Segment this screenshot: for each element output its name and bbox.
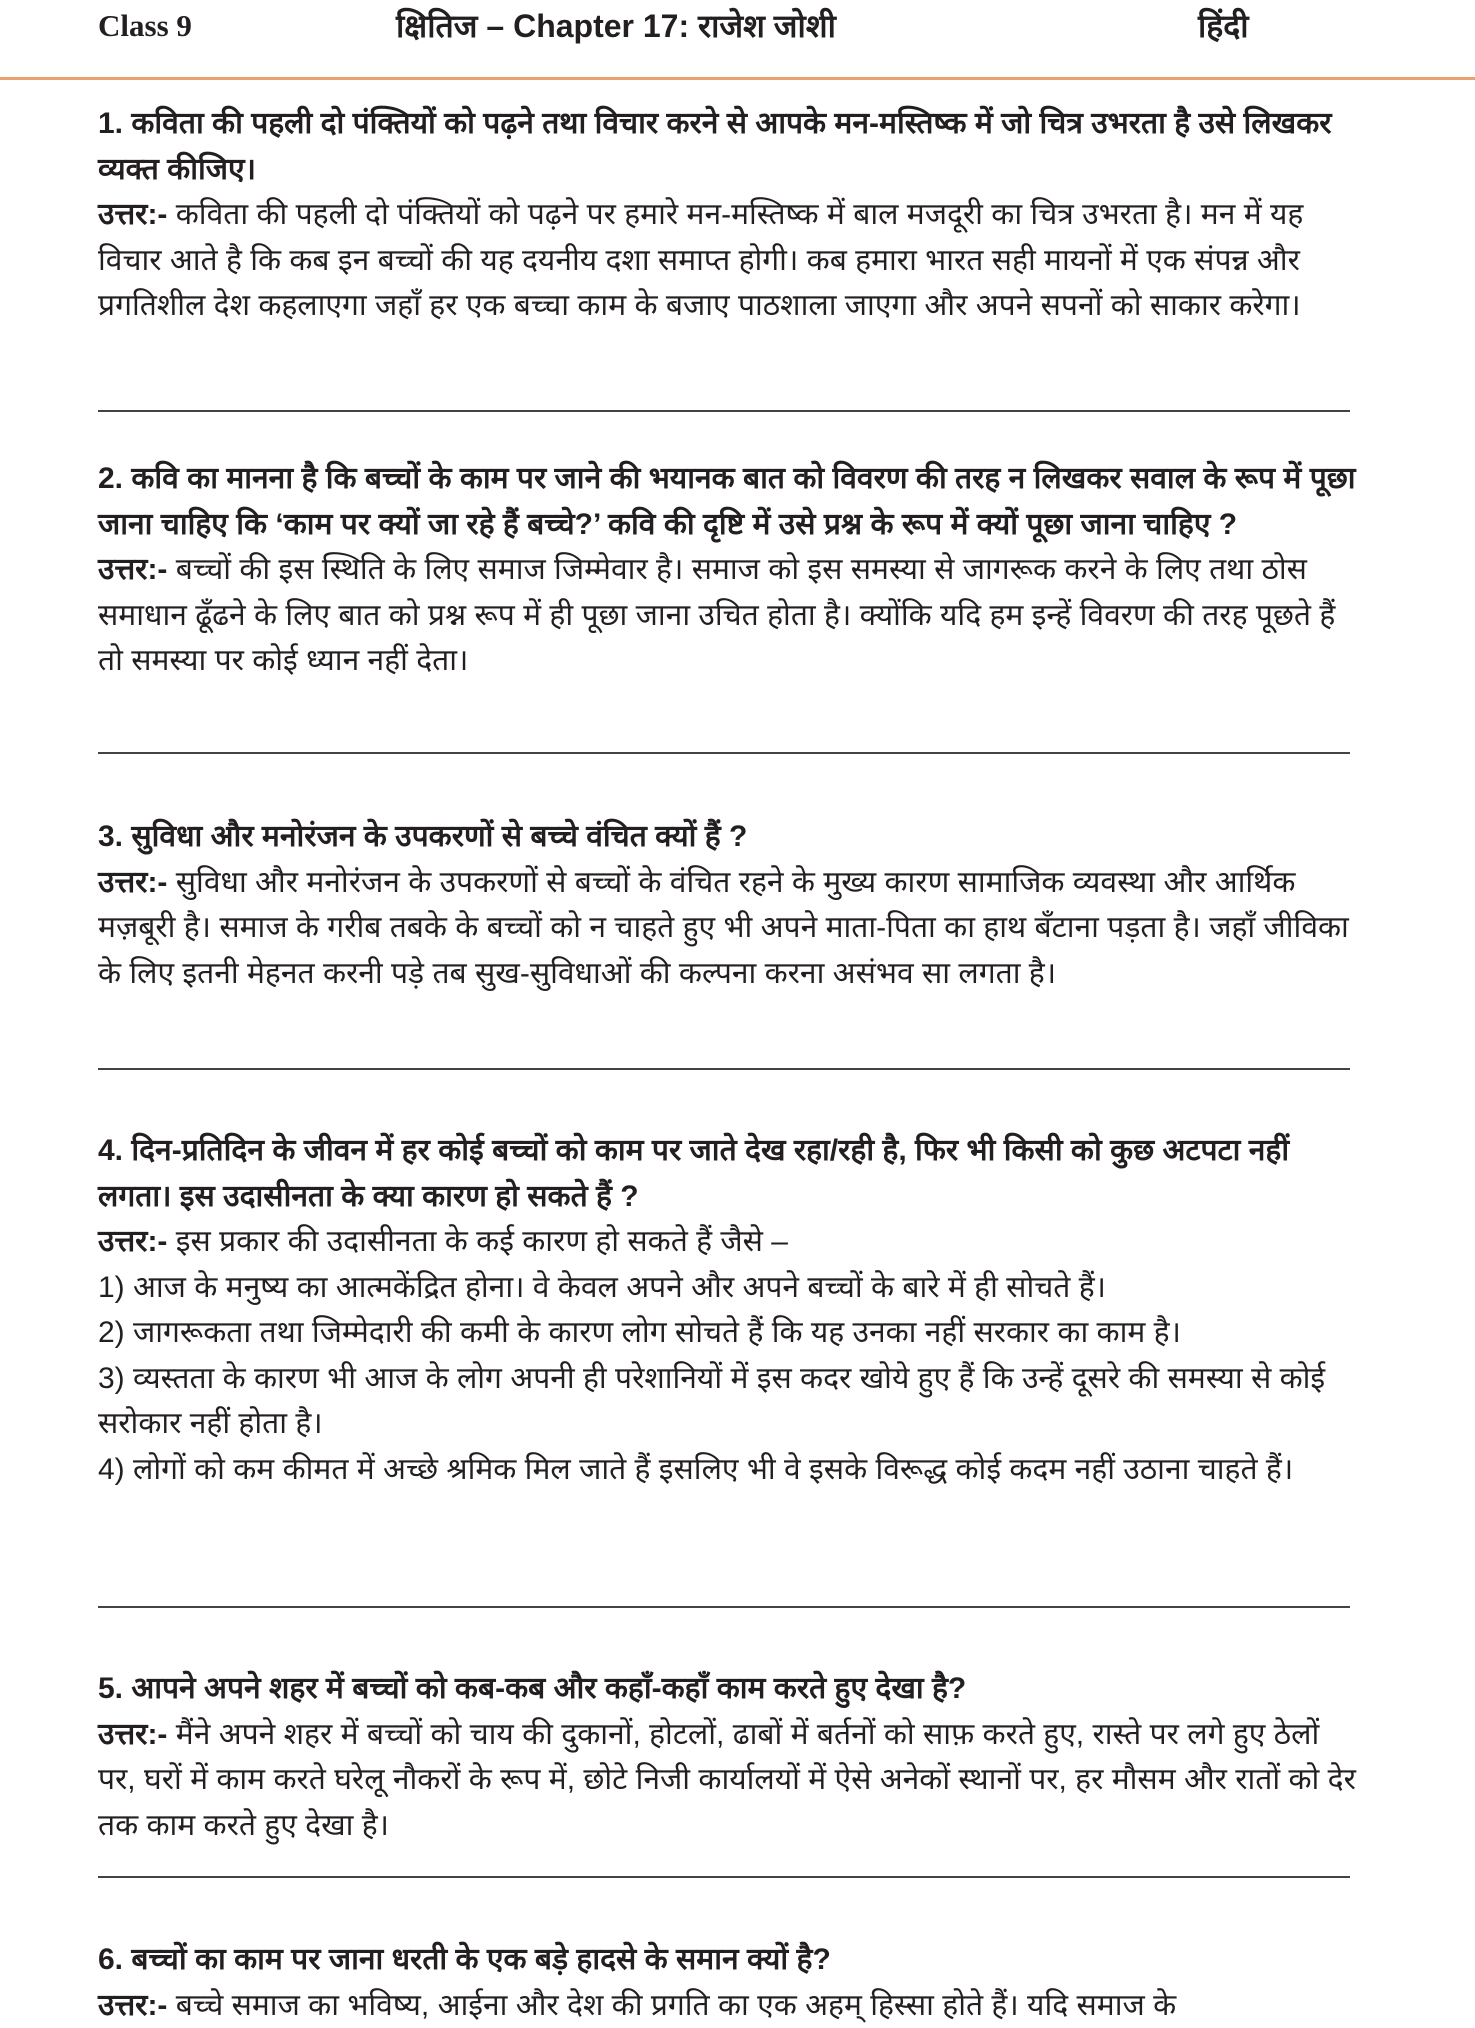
answer-label: उत्तर:- — [98, 1225, 167, 1258]
answer-label: उत्तर:- — [98, 1989, 167, 2022]
question-text: 5. आपने अपने शहर में बच्चों को कब-कब और कहाँ-कहाँ काम करते हुए देखा है? — [98, 1666, 1360, 1712]
answer-text — [98, 1712, 1360, 1849]
question-text: 6. बच्चों का काम पर जाना धरती के एक बड़े हादसे के समान क्यों है? — [98, 1937, 1360, 1983]
chapter-title: क्षितिज – Chapter 17: राजेश जोशी — [396, 4, 836, 47]
answer-label: उत्तर:- — [98, 198, 167, 231]
question-text: 1. कविता की पहली दो पंक्तियों को पढ़ने तथा विचार करने से आपके मन-मस्तिष्क में जो चित्र उभरता है उसे लिखकर व्यक्त कीजिए। — [98, 101, 1360, 192]
answer-label: उत्तर:- — [98, 866, 167, 899]
answer-point: 2) जागरूकता तथा जिम्मेदारी की कमी के कारण लोग सोचते हैं कि यह उनका नहीं सरकार का काम है। — [98, 1310, 1360, 1356]
answer-body: सुविधा और मनोरंजन के उपकरणों से बच्चों के वंचित रहने के मुख्य कारण सामाजिक व्यवस्था और आर्थिक मज़बूरी है। समाज के गरीब तबके के बच्चों को न चाहते हुए भी अपने माता-पिता का हाथ बँटाना पड़ता है। जहाँ जीविका के लिए इतनी मेहनत करनी पड़े तब सुख-सुविधाओं की कल्पना करना असंभव सा लगता है। — [98, 866, 1349, 990]
answer-text — [98, 192, 1360, 329]
subject-label: हिंदी — [1198, 4, 1249, 47]
answer-text — [98, 1983, 1360, 2028]
answer-text — [98, 547, 1360, 684]
question-text: 2. कवि का मानना है कि बच्चों के काम पर जाने की भयानक बात को विवरण की तरह न लिखकर सवाल के रूप में पूछा जाना चाहिए कि ‘काम पर क्यों जा रहे हैं बच्चे?’ कवि की दृष्टि में उसे प्रश्न के रूप में क्यों पूछा जाना चाहिए ? — [98, 456, 1360, 547]
section-divider — [98, 1606, 1350, 1608]
question-block-3 — [98, 814, 1360, 996]
answer-body: मैंने अपने शहर में बच्चों को चाय की दुकानों, होटलों, ढाबों में बर्तनों को साफ़ करते हुए, रास्ते पर लगे हुए ठेलों पर, घरों में काम करते घरेलू नौकरों के रूप में, छोटे निजी कार्यालयों में ऐसे अनेकों स्थानों पर, हर मौसम और रातों को देर तक काम करते हुए देखा है। — [98, 1718, 1356, 1842]
answer-body: इस प्रकार की उदासीनता के कई कारण हो सकते हैं जैसे – — [176, 1225, 788, 1258]
question-block-2 — [98, 456, 1360, 684]
header-divider — [0, 77, 1475, 80]
question-text: 3. सुविधा और मनोरंजन के उपकरणों से बच्चे वंचित क्यों हैं ? — [98, 814, 1360, 860]
section-divider — [98, 1876, 1350, 1878]
question-block-6 — [98, 1937, 1360, 2028]
answer-text — [98, 1219, 1360, 1265]
answer-text — [98, 860, 1360, 997]
answer-body: बच्चों की इस स्थिति के लिए समाज जिम्मेवार है। समाज को इस समस्या से जागरूक करने के लिए तथा ठोस समाधान ढूँढने के लिए बात को प्रश्न रूप में ही पूछा जाना उचित होता है। क्योंकि यदि हम इन्हें विवरण की तरह पूछते हैं तो समस्या पर कोई ध्यान नहीं देता। — [98, 553, 1335, 677]
answer-point: 1) आज के मनुष्य का आत्मकेंद्रित होना। वे केवल अपने और अपने बच्चों के बारे में ही सोचते हैं। — [98, 1265, 1360, 1311]
question-block-5 — [98, 1666, 1360, 1848]
class-label: Class 9 — [98, 8, 192, 44]
question-block-1 — [98, 101, 1360, 329]
section-divider — [98, 410, 1350, 412]
question-block-4 — [98, 1128, 1360, 1492]
answer-label: उत्तर:- — [98, 553, 167, 586]
section-divider — [98, 1068, 1350, 1070]
answer-body: बच्चे समाज का भविष्य, आईना और देश की प्रगति का एक अहम् हिस्सा होते हैं। यदि समाज के — [176, 1989, 1176, 2022]
answer-label: उत्तर:- — [98, 1718, 167, 1751]
answer-point: 4) लोगों को कम कीमत में अच्छे श्रमिक मिल जाते हैं इसलिए भी वे इसके विरूद्ध कोई कदम नहीं उठाना चाहते हैं। — [98, 1447, 1360, 1493]
answer-point: 3) व्यस्तता के कारण भी आज के लोग अपनी ही परेशानियों में इस कदर खोये हुए हैं कि उन्हें दूसरे की समस्या से कोई सरोकार नहीं होता है। — [98, 1356, 1360, 1447]
section-divider — [98, 752, 1350, 754]
question-text: 4. दिन-प्रतिदिन के जीवन में हर कोई बच्चों को काम पर जाते देख रहा/रही है, फिर भी किसी को कुछ अटपटा नहीं लगता। इस उदासीनता के क्या कारण हो सकते हैं ? — [98, 1128, 1360, 1219]
answer-body: कविता की पहली दो पंक्तियों को पढ़ने पर हमारे मन-मस्तिष्क में बाल मजदूरी का चित्र उभरता है। मन में यह विचार आते है कि कब इन बच्चों की यह दयनीय दशा समाप्त होगी। कब हमारा भारत सही मायनों में एक संपन्न और प्रगतिशील देश कहलाएगा जहाँ हर एक बच्चा काम के बजाए पाठशाला जाएगा और अपने सपनों को साकार करेगा। — [98, 198, 1303, 322]
page-header — [0, 0, 1475, 78]
